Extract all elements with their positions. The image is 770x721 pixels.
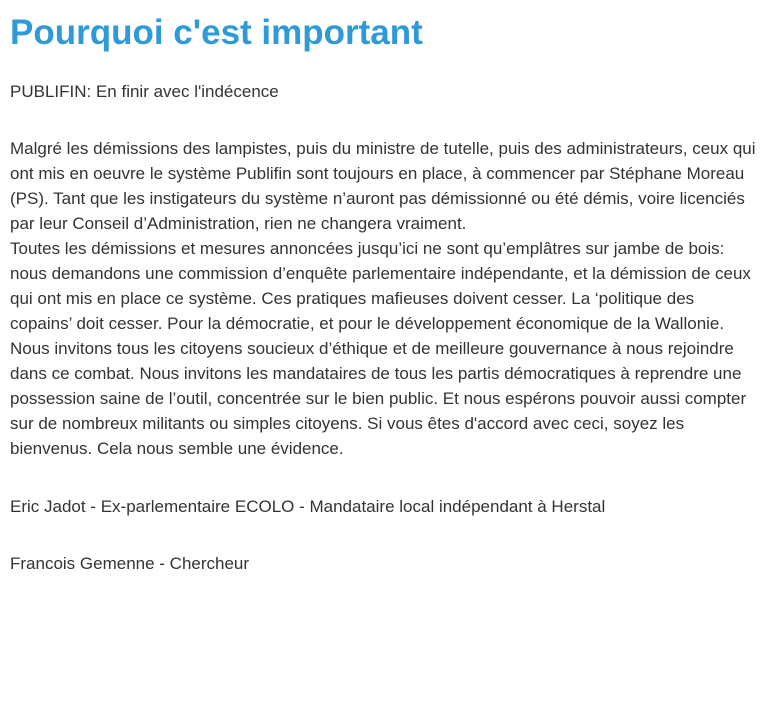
content-container: [10, 10, 760, 576]
page-title: Pourquoi c'est important: [10, 13, 423, 52]
signature-line: Eric Jadot - Ex-parlementaire ECOLO - Mandataire local indépendant à Herstal: [10, 497, 606, 516]
body-paragraph: Toutes les démissions et mesures annoncées jusqu’ici ne sont qu’emplâtres sur jambe de bois: nous demandons une commission d’enquête parlementaire indépendante, et la démission de ceux qui ont mis en place ce système. Ces pratiques mafieuses doivent cesser. La ‘politique des copains’ doit cesser. Pour la démocratie, et pour le développement économique de la Wallonie.: [10, 239, 751, 333]
body-paragraph: Nous invitons tous les citoyens soucieux d’éthique et de meilleure gouvernance à nous rejoindre dans ce combat. Nous invitons les mandataires de tous les partis démocratiques à reprendre une possession saine de l’outil, concentrée sur le bien public. Et nous espérons pouvoir aussi compter sur de nombreux militants ou simples citoyens. Si vous êtes d'accord avec ceci, soyez les bienvenus. Cela nous semble une évidence.: [10, 339, 747, 458]
petition-subtitle: PUBLIFIN: En finir avec l'indécence: [10, 82, 279, 101]
petition-body: [10, 136, 760, 461]
body-paragraph: Malgré les démissions des lampistes, puis du ministre de tutelle, puis des administrateurs, ceux qui ont mis en oeuvre le système Publifin sont toujours en place, à commencer par Stéphane Moreau (PS). Tant que les instigateurs du système n’auront pas démissionné ou été démis, voire licenciés par leur Conseil d’Administration, rien ne changera vraiment.: [10, 139, 756, 233]
signature-line: Francois Gemenne - Chercheur: [10, 554, 250, 573]
